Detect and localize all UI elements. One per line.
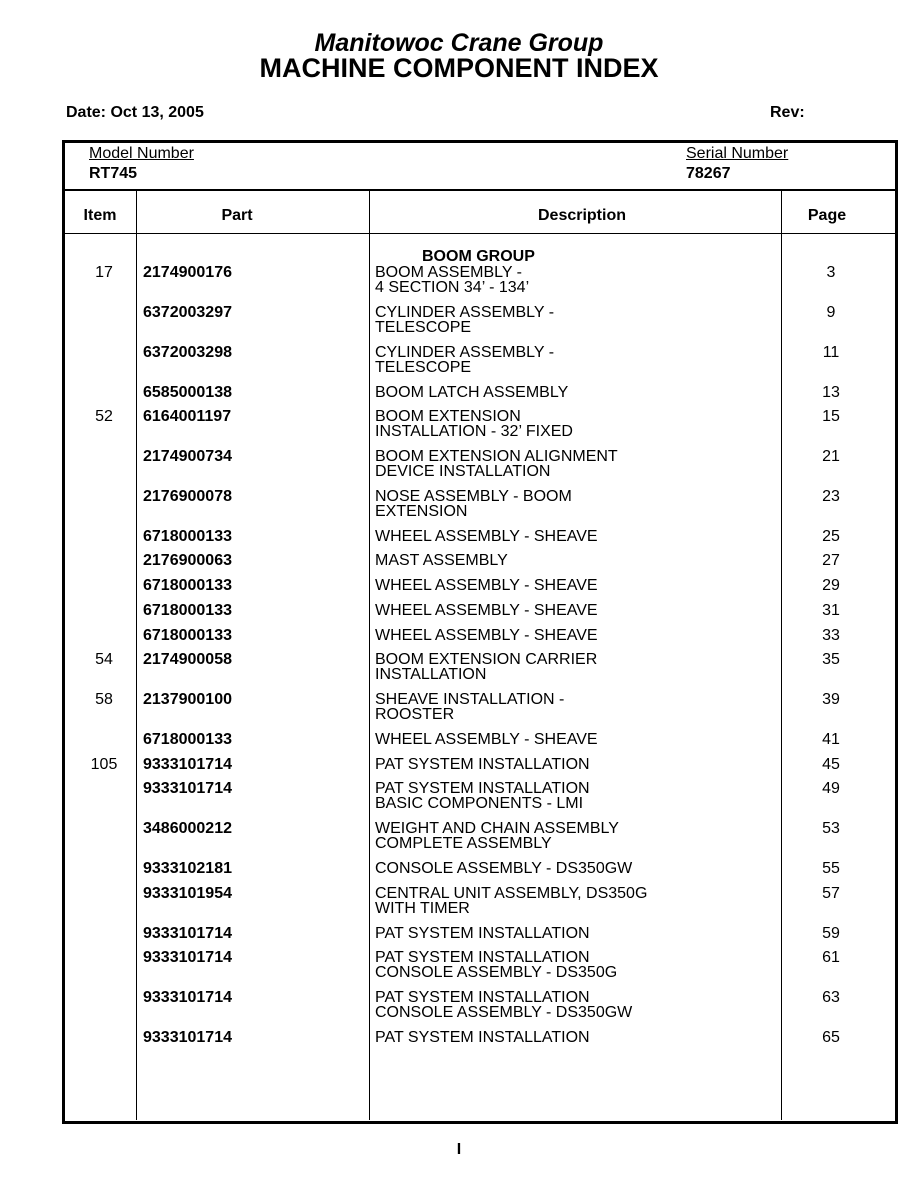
model-number-label: Model Number <box>89 145 194 162</box>
model-number-value: RT745 <box>89 165 138 182</box>
page-reference: 63 <box>822 989 840 1006</box>
header-divider <box>62 189 898 191</box>
description-line-1: CONSOLE ASSEMBLY - DS350GW <box>375 860 633 877</box>
column-header-divider <box>62 233 898 234</box>
description-line-2: INSTALLATION <box>375 666 487 683</box>
page-reference: 61 <box>822 949 840 966</box>
part-number: 6372003297 <box>143 304 232 321</box>
description <box>375 603 775 618</box>
part-number: 6718000133 <box>143 627 232 644</box>
description <box>375 652 775 682</box>
description-line-2: TELESCOPE <box>375 359 472 376</box>
page-reference: 29 <box>822 577 840 594</box>
description-line-1: SHEAVE INSTALLATION - <box>375 691 565 708</box>
page-reference: 41 <box>822 731 840 748</box>
description-line-2: CONSOLE ASSEMBLY - DS350GW <box>375 1004 633 1021</box>
part-number: 2174900176 <box>143 264 232 281</box>
part-number: 9333101714 <box>143 925 232 942</box>
page-reference: 65 <box>822 1029 840 1046</box>
description-line-1: BOOM EXTENSION <box>375 408 521 425</box>
column-header-page: Page <box>807 207 847 224</box>
group-title: BOOM GROUP <box>422 248 535 265</box>
description-line-1: PAT SYSTEM INSTALLATION <box>375 925 590 942</box>
page-reference: 13 <box>822 384 840 401</box>
description-line-1: WHEEL ASSEMBLY - SHEAVE <box>375 577 598 594</box>
part-number: 2176900063 <box>143 552 232 569</box>
table-row <box>62 1030 898 1068</box>
table-row <box>62 305 898 343</box>
table-row <box>62 886 898 924</box>
item-number: 17 <box>95 264 113 281</box>
page-number: I <box>456 1141 462 1158</box>
description-line-2: CONSOLE ASSEMBLY - DS350G <box>375 964 618 981</box>
column-header-description: Description <box>537 207 626 224</box>
description-line-2: ROOSTER <box>375 706 455 723</box>
table-row <box>62 409 898 447</box>
description-line-1: BOOM EXTENSION ALIGNMENT <box>375 448 618 465</box>
serial-number-label: Serial Number <box>686 145 789 162</box>
description-line-1: CENTRAL UNIT ASSEMBLY, DS350G <box>375 885 648 902</box>
table-row <box>62 821 898 859</box>
page-reference: 25 <box>822 528 840 545</box>
description-line-1: WHEEL ASSEMBLY - SHEAVE <box>375 602 598 619</box>
description <box>375 409 775 439</box>
description <box>375 781 775 811</box>
table-row <box>62 781 898 819</box>
page-reference: 31 <box>822 602 840 619</box>
part-number: 6718000133 <box>143 602 232 619</box>
description-line-1: BOOM ASSEMBLY - <box>375 264 523 281</box>
description <box>375 886 775 916</box>
table-row <box>62 489 898 527</box>
item-number: 54 <box>95 651 113 668</box>
part-number: 6718000133 <box>143 731 232 748</box>
page-reference: 59 <box>822 925 840 942</box>
part-number: 2174900734 <box>143 448 232 465</box>
serial-number-value: 78267 <box>686 165 731 182</box>
description-line-1: WHEEL ASSEMBLY - SHEAVE <box>375 627 598 644</box>
company-name: Manitowoc Crane Group <box>314 29 604 57</box>
description-line-2: TELESCOPE <box>375 319 472 336</box>
description <box>375 265 775 295</box>
description-line-2: WITH TIMER <box>375 900 470 917</box>
description <box>375 628 775 643</box>
description-line-2: INSTALLATION - 32’ FIXED <box>375 423 573 440</box>
description-line-1: PAT SYSTEM INSTALLATION <box>375 756 590 773</box>
table-row <box>62 652 898 690</box>
description-line-2: COMPLETE ASSEMBLY <box>375 835 552 852</box>
page-reference: 11 <box>822 344 840 361</box>
description <box>375 578 775 593</box>
description-line-1: CYLINDER ASSEMBLY - <box>375 344 555 361</box>
part-number: 6718000133 <box>143 577 232 594</box>
description <box>375 732 775 747</box>
page-reference: 45 <box>822 756 840 773</box>
item-number: 105 <box>90 756 118 773</box>
part-number: 6585000138 <box>143 384 232 401</box>
description-line-2: BASIC COMPONENTS - LMI <box>375 795 584 812</box>
description <box>375 305 775 335</box>
part-number: 2174900058 <box>143 651 232 668</box>
description-line-1: BOOM LATCH ASSEMBLY <box>375 384 569 401</box>
part-number: 9333101714 <box>143 780 232 797</box>
page-title: MACHINE COMPONENT INDEX <box>259 53 659 83</box>
description <box>375 990 775 1020</box>
description <box>375 821 775 851</box>
part-number: 9333102181 <box>143 860 232 877</box>
description <box>375 529 775 544</box>
item-number: 58 <box>95 691 113 708</box>
description <box>375 489 775 519</box>
part-number: 9333101954 <box>143 885 232 902</box>
page-reference: 3 <box>826 264 836 281</box>
part-number: 6718000133 <box>143 528 232 545</box>
table-row <box>62 265 898 303</box>
description-line-1: PAT SYSTEM INSTALLATION <box>375 989 590 1006</box>
page-reference: 23 <box>822 488 840 505</box>
description-line-1: WEIGHT AND CHAIN ASSEMBLY <box>375 820 619 837</box>
description-line-2: EXTENSION <box>375 503 468 520</box>
description-line-2: 4 SECTION 34’ - 134’ <box>375 279 530 296</box>
page-reference: 21 <box>822 448 840 465</box>
description <box>375 553 775 568</box>
page-reference: 33 <box>822 627 840 644</box>
description <box>375 345 775 375</box>
page-reference: 39 <box>822 691 840 708</box>
table-row <box>62 990 898 1028</box>
item-number: 52 <box>95 408 113 425</box>
description <box>375 692 775 722</box>
page-reference: 49 <box>822 780 840 797</box>
page-reference: 35 <box>822 651 840 668</box>
part-number: 9333101714 <box>143 756 232 773</box>
description-line-1: PAT SYSTEM INSTALLATION <box>375 780 590 797</box>
description-line-1: PAT SYSTEM INSTALLATION <box>375 949 590 966</box>
description-line-1: MAST ASSEMBLY <box>375 552 508 569</box>
table-row <box>62 345 898 383</box>
description <box>375 449 775 479</box>
document-date: Date: Oct 13, 2005 <box>66 104 204 121</box>
description-line-1: PAT SYSTEM INSTALLATION <box>375 1029 590 1046</box>
page-reference: 27 <box>822 552 840 569</box>
description <box>375 950 775 980</box>
revision-label: Rev: <box>770 104 805 121</box>
description-line-1: WHEEL ASSEMBLY - SHEAVE <box>375 731 598 748</box>
page-reference: 15 <box>822 408 840 425</box>
description-line-1: NOSE ASSEMBLY - BOOM <box>375 488 572 505</box>
description-line-1: WHEEL ASSEMBLY - SHEAVE <box>375 528 598 545</box>
page-reference: 57 <box>822 885 840 902</box>
part-number: 6164001197 <box>143 408 232 425</box>
description <box>375 1030 775 1045</box>
part-number: 2137900100 <box>143 691 232 708</box>
part-number: 2176900078 <box>143 488 232 505</box>
table-row <box>62 449 898 487</box>
description <box>375 926 775 941</box>
page-reference: 55 <box>822 860 840 877</box>
description-line-1: BOOM EXTENSION CARRIER <box>375 651 598 668</box>
part-number: 3486000212 <box>143 820 232 837</box>
page-reference: 53 <box>822 820 840 837</box>
description <box>375 757 775 772</box>
description <box>375 385 775 400</box>
part-number: 9333101714 <box>143 989 232 1006</box>
description-line-2: DEVICE INSTALLATION <box>375 463 551 480</box>
part-number: 6372003298 <box>143 344 232 361</box>
table-row <box>62 692 898 730</box>
description <box>375 861 775 876</box>
column-header-part: Part <box>221 207 253 224</box>
description-line-1: CYLINDER ASSEMBLY - <box>375 304 555 321</box>
page-reference: 9 <box>826 304 836 321</box>
table-row <box>62 950 898 988</box>
column-header-item: Item <box>83 207 117 224</box>
part-number: 9333101714 <box>143 949 232 966</box>
part-number: 9333101714 <box>143 1029 232 1046</box>
